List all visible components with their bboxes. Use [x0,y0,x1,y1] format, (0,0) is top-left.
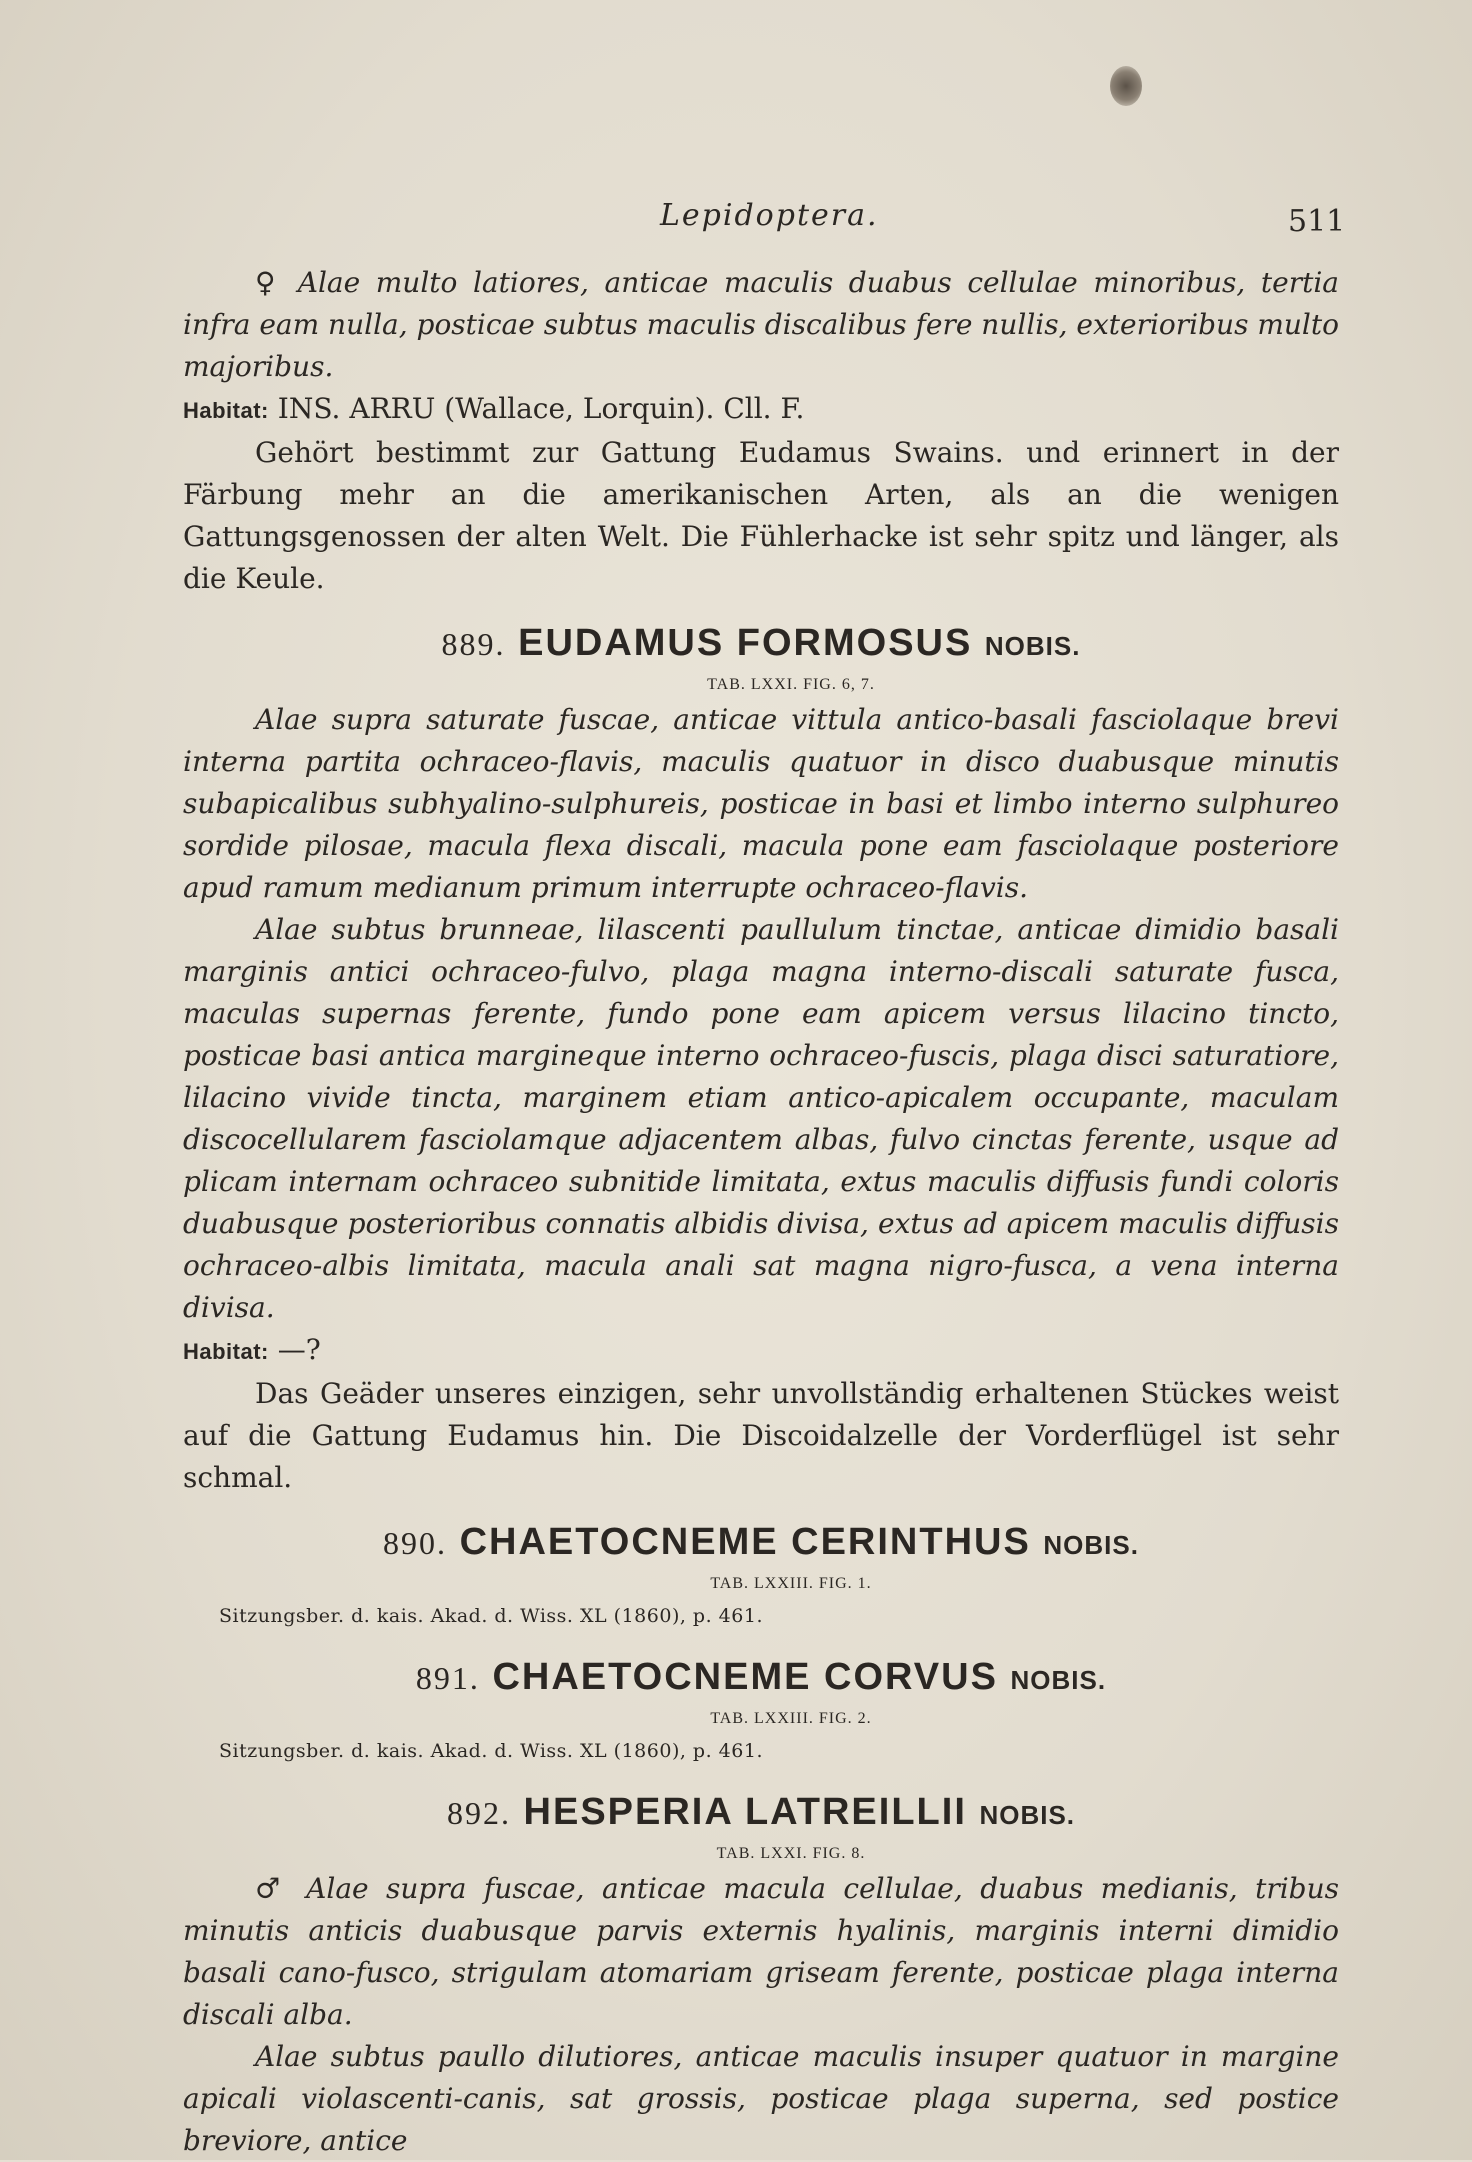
species-name: HESPERIA LATREILLII [523,1791,967,1833]
literature-reference-890: Sitzungsber. d. kais. Akad. d. Wiss. XL (1860), p. 461. [219,1605,763,1627]
species-author: NOBIS. [1010,1665,1107,1695]
remarks-889: Das Geäder unseres einzigen, sehr unvollständig erhaltenen Stückes weist auf die Gattung Eudamus hin. Die Discoidalzelle der Vorderflügel ist sehr schmal. [183,1377,1339,1494]
upperside-description-889: Alae supra saturate fuscae, anticae vittula antico-basali fasciolaque brevi interna partita ochraceo-flavis, maculis quatuor in disco duabusque minutis subapicalibus subhyalino-sulphureis, posticae in basi et limbo interno sulphureo sordide pilosae, macula flexa discali, macula pone eam fasciolaque posteriore apud ramum medianum primum interrupte ochraceo-flavis. [183,703,1339,904]
species-author: NOBIS. [1043,1530,1139,1560]
species-name: CHAETOCNEME CERINTHUS [459,1521,1031,1563]
plate-reference-891: TAB. LXXIII. FIG. 2. [710,1710,872,1727]
female-description-888: ♀ Alae multo latiores, anticae maculis duabus cellulae minoribus, tertia infra eam nulla, posticae subtus maculis discalibus fere nullis, exterioribus multo majoribus. [183,266,1339,383]
page-number: 511 [1288,204,1346,239]
ink-stain [1110,66,1142,106]
species-number: 891. [415,1660,480,1696]
plate-reference-892: TAB. LXXI. FIG. 8. [716,1845,866,1862]
literature-reference-891: Sitzungsber. d. kais. Akad. d. Wiss. XL (1860), p. 461. [219,1740,763,1762]
species-name: EUDAMUS FORMOSUS [518,622,973,664]
species-heading-890 [183,1517,1339,1570]
running-title: Lepidoptera. [660,198,879,233]
species-heading-891 [183,1652,1339,1705]
underside-description-889: Alae subtus brunneae, lilascenti paullulum tinctae, anticae dimidio basali marginis antici ochraceo-fulvo, plaga magna interno-discali saturate fusca, maculas supernas ferente, fundo pone eam apicem versus lilacino tincto, posticae basi antica margineque interno ochraceo-fuscis, plaga disci saturatiore, lilacino vivide tincta, marginem etiam antico-apicalem occupante, maculam discocellularem fasciolamque adjacentem albas, fulvo cinctas ferente, usque ad plicam internam ochraceo subnitide limitata, extus maculis diffusis fundi coloris duabusque posterioribus connatis albidis divisa, extus ad apicem maculis diffusis ochraceo-albis limitata, macula anali sat magna nigro-fusca, a vena interna divisa. [183,913,1339,1324]
species-name: CHAETOCNEME CORVUS [492,1656,998,1698]
species-number: 889. [441,626,506,662]
habitat-label: Habitat: [183,1339,269,1364]
species-heading-889 [183,618,1339,671]
upperside-description-892: ♂ Alae supra fuscae, anticae macula cellulae, duabus medianis, tribus minutis anticis duabusque parvis externis hyalinis, marginis interni dimidio basali cano-fusco, strigulam atomariam griseam ferente, posticae plaga interna discali alba. [183,1872,1339,2031]
species-heading-892 [183,1787,1339,1840]
page-body [183,262,1339,2162]
habitat-text: INS. ARRU (Wallace, Lorquin). Cll. F. [277,392,805,425]
plate-reference-890: TAB. LXXIII. FIG. 1. [710,1575,872,1592]
species-author: NOBIS. [979,1800,1076,1830]
plate-reference-889: TAB. LXXI. FIG. 6, 7. [707,676,875,693]
species-number: 892. [446,1795,511,1831]
underside-description-892: Alae subtus paullo dilutiores, anticae maculis insuper quatuor in margine apicali violascenti-canis, sat grossis, posticae plaga superna, sed postice breviore, antice [183,2040,1339,2157]
habitat-label: Habitat: [183,398,269,423]
habitat-888 [183,388,1339,432]
habitat-889 [183,1329,1339,1373]
species-number: 890. [383,1525,448,1561]
remarks-888: Gehört bestimmt zur Gattung Eudamus Swains. und erinnert in der Färbung mehr an die amerikanischen Arten, als an die wenigen Gattungsgenossen der alten Welt. Die Fühlerhacke ist sehr spitz und länger, als die Keule. [183,436,1339,595]
habitat-text: —? [277,1333,321,1366]
species-author: NOBIS. [984,631,1081,661]
